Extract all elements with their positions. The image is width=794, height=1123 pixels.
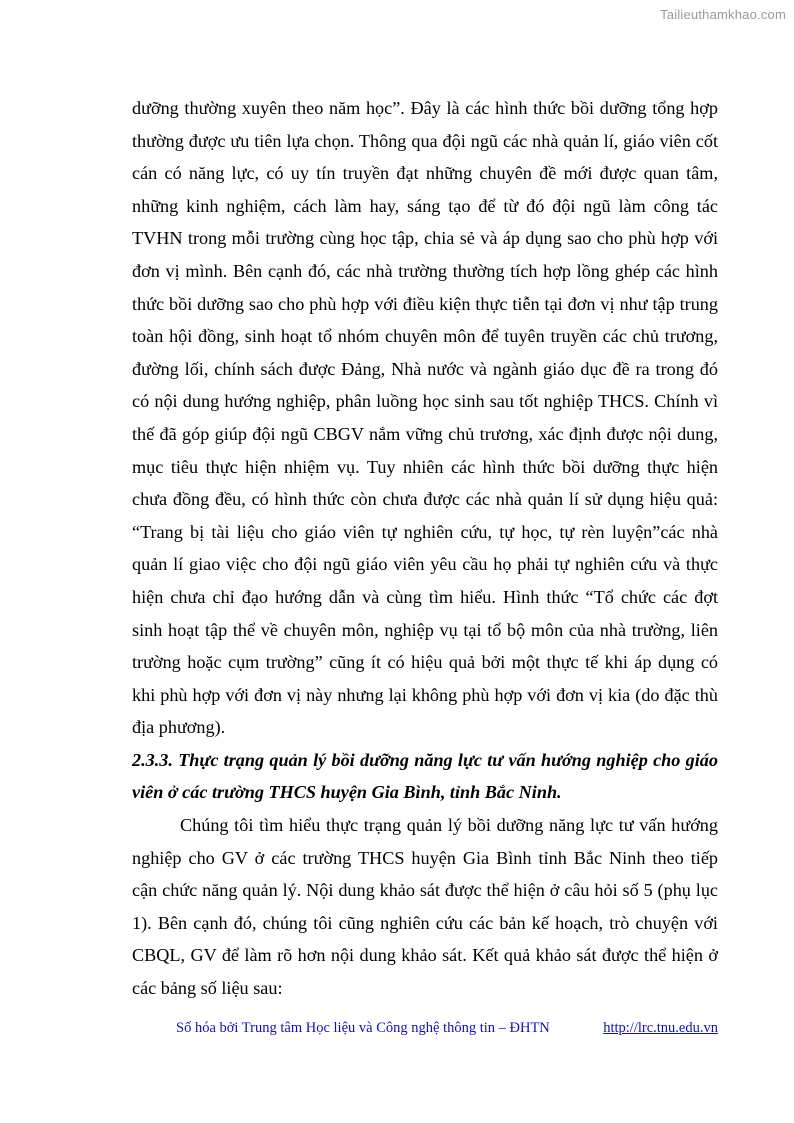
text-line: trường hoặc cụm trường” cũng ít có hiệu quả bởi một thực tế khi áp dụng có [132, 652, 718, 673]
text-line: hiện chưa chỉ đạo hướng dẫn và cùng tìm hiểu. Hình thức “Tổ chức các đợt [132, 586, 718, 607]
watermark: Tailieuthamkhao.com [660, 7, 786, 22]
text-line: Chúng tôi tìm hiểu thực trạng quản lý bồi dưỡng năng lực tư vấn hướng [180, 815, 718, 836]
text-line: các bảng số liệu sau: [132, 978, 283, 999]
text-line: có nội dung hướng nghiệp, phân luồng học sinh sau tốt nghiệp THCS. Chính vì [132, 391, 718, 412]
text-line: nghiệp cho GV ở các trường THCS huyện Gia Bình tỉnh Bắc Ninh theo tiếp [132, 847, 718, 868]
text-line: đơn vị mình. Bên cạnh đó, các nhà trường thường tích hợp lồng ghép các hình [132, 260, 718, 281]
text-line: thế đã góp giúp đội ngũ CBGV nắm vững chủ trương, xác định được nội dung, [132, 423, 718, 444]
page-footer [176, 1020, 718, 1037]
footer-credit: Số hóa bởi Trung tâm Học liệu và Công nghệ thông tin – ĐHTN [176, 1020, 550, 1036]
text-line: mục tiêu thực hiện nhiệm vụ. Tuy nhiên các hình thức bồi dưỡng thực hiện [132, 456, 718, 477]
text-line: sinh hoạt tập thể về chuyên môn, nghiệp vụ tại tổ bộ môn của nhà trường, liên [132, 619, 718, 640]
paragraph [132, 92, 718, 744]
text-line: những kinh nghiệm, cách làm hay, sáng tạo để từ đó đội ngũ làm công tác [132, 195, 718, 216]
paragraph [132, 809, 718, 1005]
text-line: quản lí giao việc cho đội ngũ giáo viên yêu cầu họ phải tự nghiên cứu và thực [132, 554, 718, 575]
text-line: TVHN trong mỗi trường cùng học tập, chia sẻ và áp dụng sao cho phù hợp với [132, 228, 718, 249]
page-body [132, 92, 718, 1005]
text-line: cận chức năng quản lý. Nội dung khảo sát được thể hiện ở câu hỏi số 5 (phụ lục [132, 880, 718, 901]
text-line: chưa đồng đều, có hình thức còn chưa được các nhà quản lí sử dụng hiệu quả: [132, 489, 718, 510]
text-line: địa phương). [132, 717, 226, 738]
text-line: đường lối, chính sách được Đảng, Nhà nước và ngành giáo dục đề ra trong đó [132, 358, 718, 379]
text-line: CBQL, GV để làm rõ hơn nội dung khảo sát. Kết quả khảo sát được thể hiện ở [132, 945, 718, 966]
text-line: toàn hội đồng, sinh hoạt tổ nhóm chuyên môn để tuyên truyền các chủ trương, [132, 326, 718, 347]
text-line: cán có năng lực, có uy tín truyền đạt những chuyên đề mới được quan tâm, [132, 163, 718, 184]
text-line: dưỡng thường xuyên theo năm học”. Đây là các hình thức bồi dưỡng tổng hợp [132, 98, 718, 118]
text-line: “Trang bị tài liệu cho giáo viên tự nghiên cứu, tự học, tự rèn luyện”các nhà [132, 521, 718, 542]
heading-line: viên ở các trường THCS huyện Gia Bình, tỉnh Bắc Ninh. [132, 782, 562, 803]
footer-link[interactable]: http://lrc.tnu.edu.vn [603, 1020, 718, 1036]
section-heading [132, 744, 718, 809]
text-line: khi phù hợp với đơn vị này nhưng lại không phù hợp với đơn vị kia (do đặc thù [132, 684, 718, 705]
text-line: thức bồi dưỡng sao cho phù hợp với điều kiện thực tiễn tại đơn vị như tập trung [132, 293, 718, 314]
text-line: thường được ưu tiên lựa chọn. Thông qua đội ngũ các nhà quản lí, giáo viên cốt [132, 130, 718, 151]
text-line: 1). Bên cạnh đó, chúng tôi cũng nghiên cứu các bản kế hoạch, trò chuyện với [132, 912, 718, 933]
heading-line: 2.3.3. Thực trạng quản lý bồi dưỡng năng lực tư vấn hướng nghiệp cho giáo [132, 749, 718, 770]
